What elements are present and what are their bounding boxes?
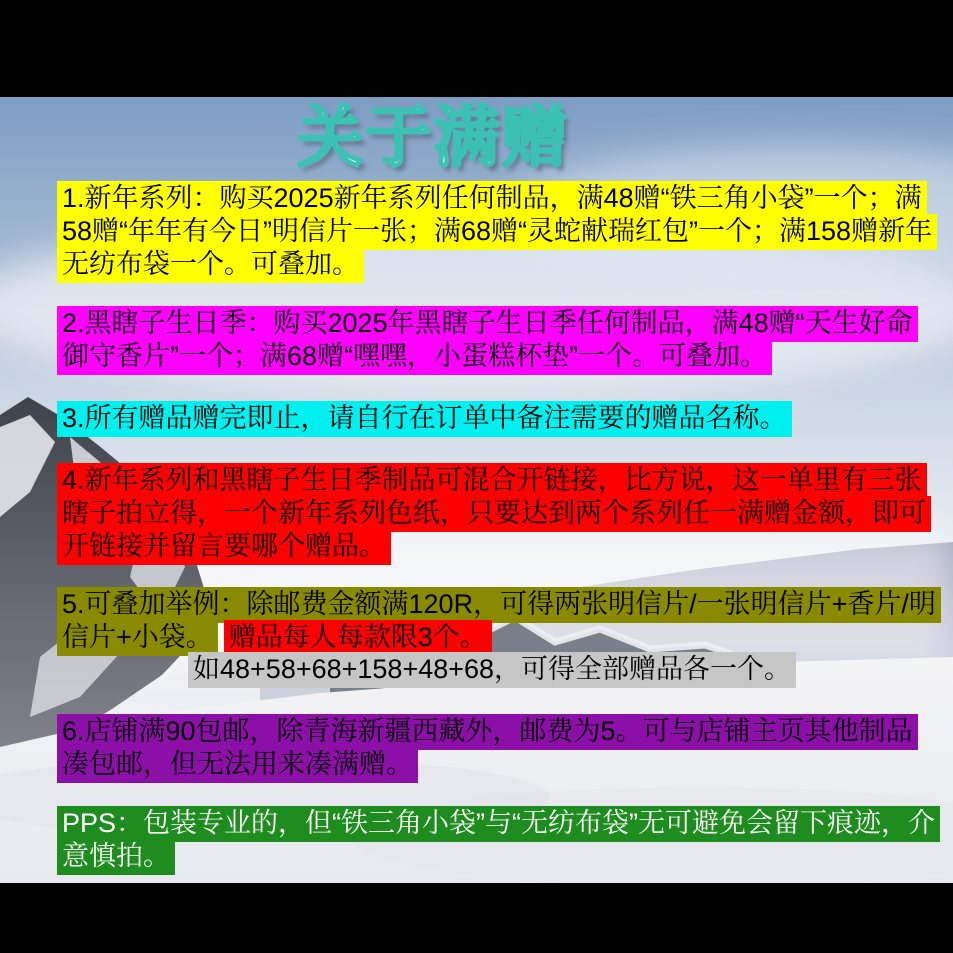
- rule-5-example-line: [188, 647, 796, 684]
- highlighted-text: 1.新年系列：购买2025新年系列任何制品，满48赠“铁三角小袋”一个；满: [57, 181, 927, 217]
- pps-packaging-note: [57, 801, 940, 871]
- highlighted-text: 无纺布袋一个。可叠加。: [57, 247, 364, 283]
- rule-2-birthday-season: [57, 301, 918, 371]
- highlighted-text: 信片+小袋。: [57, 620, 218, 656]
- highlighted-text: PPS：包装专业的，但“铁三角小袋”与“无纺布袋”无可避免会留下痕迹，介: [57, 806, 940, 842]
- rule-1-new-year-series: [57, 176, 937, 279]
- highlighted-text: 5.可叠加举例：除邮费金额满120R，可得两张明信片/一张明信片+香片/明: [57, 587, 941, 623]
- rule-6-shipping: [57, 709, 918, 779]
- rule-3-gift-availability: [57, 396, 792, 433]
- highlighted-text: 58赠“年年有今日”明信片一张；满68赠“灵蛇献瑞红包”一个；满158赠新年: [57, 214, 937, 250]
- rule-line: [57, 491, 931, 528]
- rule-line: [57, 301, 918, 338]
- highlighted-text: 3.所有赠品赠完即止，请自行在订单中备注需要的赠品名称。: [57, 401, 792, 437]
- rule-line: [57, 176, 937, 213]
- highlighted-text: 意慎拍。: [57, 839, 175, 875]
- rule-line: [57, 458, 931, 495]
- rule-4-mixed-link: [57, 458, 931, 561]
- highlighted-text: 开链接并留言要哪个赠品。: [57, 529, 391, 565]
- highlighted-text: 瞎子拍立得，一个新年系列色纸，只要达到两个系列任一满赠金额，即可: [57, 496, 931, 532]
- rule-5-stacking-example: [57, 582, 941, 652]
- rule-line: [57, 396, 792, 433]
- highlighted-text: 凑包邮，但无法用来凑满赠。: [57, 747, 418, 783]
- rule-line: [57, 801, 940, 838]
- rule-line: [57, 582, 941, 619]
- highlighted-text: 御守香片”一个；满68赠“嘿嘿，小蛋糕杯垫”一个。可叠加。: [57, 339, 772, 375]
- rule-line: [188, 647, 796, 684]
- highlighted-text: 2.黑瞎子生日季：购买2025年黑瞎子生日季任何制品，满48赠“天生好命: [57, 306, 918, 342]
- page-title: 关于满赠: [297, 100, 570, 174]
- highlighted-text: 如48+58+68+158+48+68，可得全部赠品各一个。: [188, 652, 796, 688]
- limit-note-highlight: 赠品每人每款限3个。: [224, 620, 492, 656]
- rule-line: [57, 709, 918, 746]
- highlighted-text: 6.店铺满90包邮，除青海新疆西藏外，邮费为5。可与店铺主页其他制品: [57, 714, 918, 750]
- highlighted-text: 4.新年系列和黑瞎子生日季制品可混合开链接，比方说，这一单里有三张: [57, 463, 927, 499]
- rule-line: [57, 209, 937, 246]
